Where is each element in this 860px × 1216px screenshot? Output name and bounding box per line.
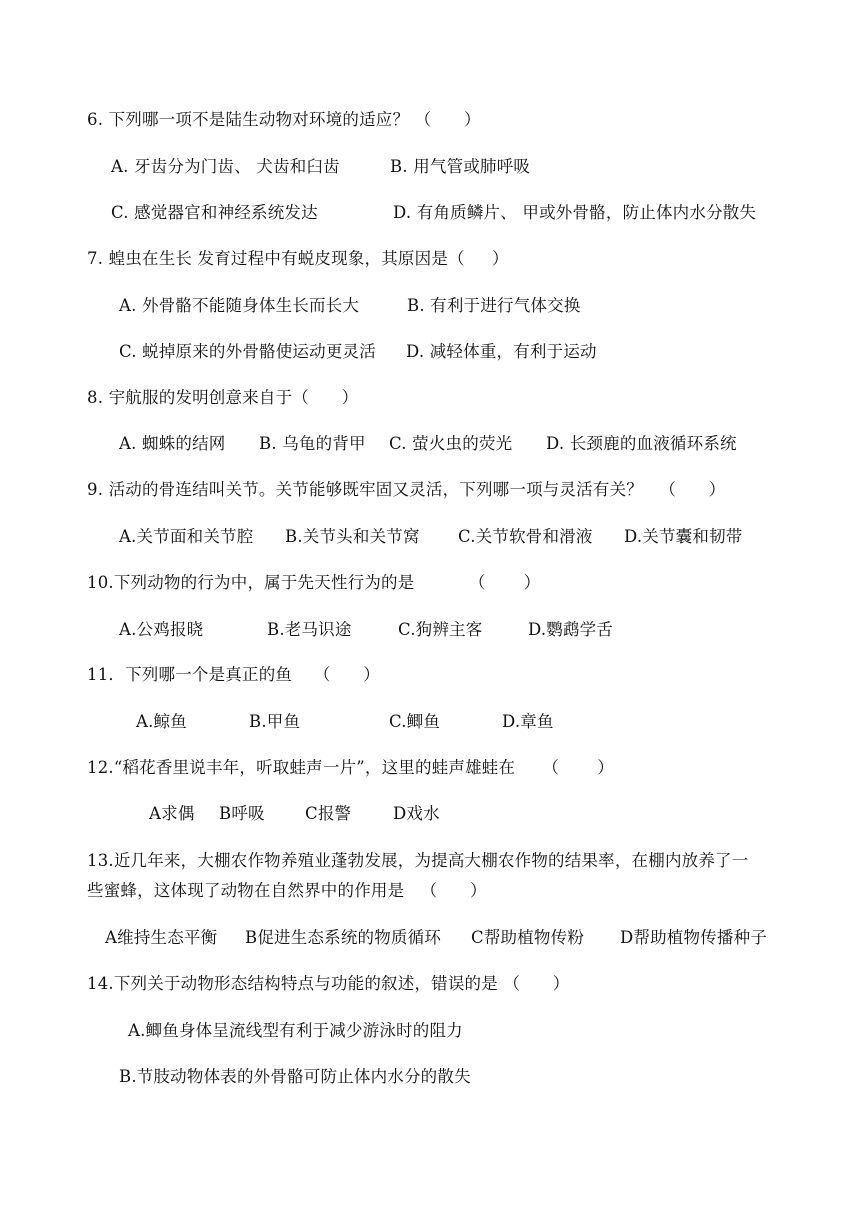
question-10-option-d: D.鹦鹉学舌 bbox=[528, 620, 614, 639]
question-12-option-c: C报警 bbox=[305, 804, 352, 823]
question-6-option-c: C. 感觉器官和神经系统发达 bbox=[111, 203, 318, 222]
question-12-option-d: D戏水 bbox=[393, 804, 440, 823]
question-9-option-a: A.关节面和关节腔 bbox=[119, 527, 254, 546]
question-13-option-c: C帮助植物传粉 bbox=[471, 928, 585, 947]
question-9-option-b: B.关节头和关节窝 bbox=[285, 527, 420, 546]
question-13-stem-line-1: 13.近几年来，大棚农作物养殖业蓬勃发展，为提高大棚农作物的结果率，在棚内放养了一 bbox=[87, 851, 749, 870]
question-9-option-d: D.关节囊和韧带 bbox=[624, 527, 743, 546]
question-6-stem: 6. 下列哪一项不是陆生动物对环境的适应？ （ ） bbox=[87, 110, 481, 129]
question-8-option-d: D. 长颈鹿的血液循环系统 bbox=[546, 434, 737, 453]
question-11-option-c: C.鲫鱼 bbox=[389, 712, 441, 731]
question-6-option-a: A. 牙齿分为门齿、 犬齿和臼齿 bbox=[111, 157, 340, 176]
question-14-option-b: B.节肢动物体表的外骨骼可防止体内水分的散失 bbox=[119, 1067, 471, 1086]
question-8-stem: 8. 宇航服的发明创意来自于（ ） bbox=[87, 388, 359, 407]
question-11-option-a: A.鲸鱼 bbox=[136, 712, 187, 731]
question-10-option-b: B.老马识途 bbox=[267, 620, 352, 639]
question-13-option-b: B促进生态系统的物质循环 bbox=[245, 928, 442, 947]
question-9-stem: 9. 活动的骨连结叫关节。关节能够既牢固又灵活，下列哪一项与灵活有关？ （ ） bbox=[87, 480, 726, 499]
question-7-stem: 7. 蝗虫在生长 发育过程中有蜕皮现象，其原因是（ ） bbox=[87, 249, 509, 268]
question-8-option-b: B. 乌龟的背甲 bbox=[259, 434, 366, 453]
question-14-stem: 14.下列关于动物形态结构特点与功能的叙述，错误的是 （ ） bbox=[87, 974, 570, 993]
question-14-option-a: A.鲫鱼身体呈流线型有利于减少游泳时的阻力 bbox=[128, 1021, 463, 1040]
question-10-option-a: A.公鸡报晓 bbox=[119, 620, 204, 639]
question-8-option-a: A. 蜘蛛的结网 bbox=[119, 434, 226, 453]
question-9-option-c: C.关节软骨和滑液 bbox=[458, 527, 593, 546]
question-11-option-b: B.甲鱼 bbox=[249, 712, 301, 731]
question-12-option-a: A求偶 bbox=[149, 804, 195, 823]
question-8-option-c: C. 萤火虫的荧光 bbox=[389, 434, 513, 453]
question-6-option-b: B. 用气管或肺呼吸 bbox=[390, 157, 531, 176]
question-12-stem: 12.“稻花香里说丰年，听取蛙声一片”，这里的蛙声雄蛙在 （ ） bbox=[87, 758, 614, 777]
question-6-option-d: D. 有角质鳞片、 甲或外骨骼，防止体内水分散失 bbox=[393, 203, 757, 222]
question-11-stem: 11．下列哪一个是真正的鱼 （ ） bbox=[87, 665, 380, 684]
question-7-option-a: A. 外骨骼不能随身体生长而长大 bbox=[119, 296, 360, 315]
question-13-option-a: A维持生态平衡 bbox=[105, 928, 218, 947]
question-7-option-d: D. 减轻体重，有利于运动 bbox=[406, 342, 597, 361]
question-11-option-d: D.章鱼 bbox=[502, 712, 554, 731]
question-10-stem: 10.下列动物的行为中，属于先天性行为的是 （ ） bbox=[87, 573, 541, 592]
question-12-option-b: B呼吸 bbox=[219, 804, 265, 823]
question-13-stem-line-2: 些蜜蜂，这体现了动物在自然界中的作用是 （ ） bbox=[87, 881, 487, 900]
question-13-option-d: D帮助植物传播种子 bbox=[620, 928, 768, 947]
question-10-option-c: C.狗辨主客 bbox=[398, 620, 483, 639]
question-7-option-b: B. 有利于进行气体交换 bbox=[407, 296, 581, 315]
question-7-option-c: C. 蜕掉原来的外骨骼使运动更灵活 bbox=[119, 342, 376, 361]
